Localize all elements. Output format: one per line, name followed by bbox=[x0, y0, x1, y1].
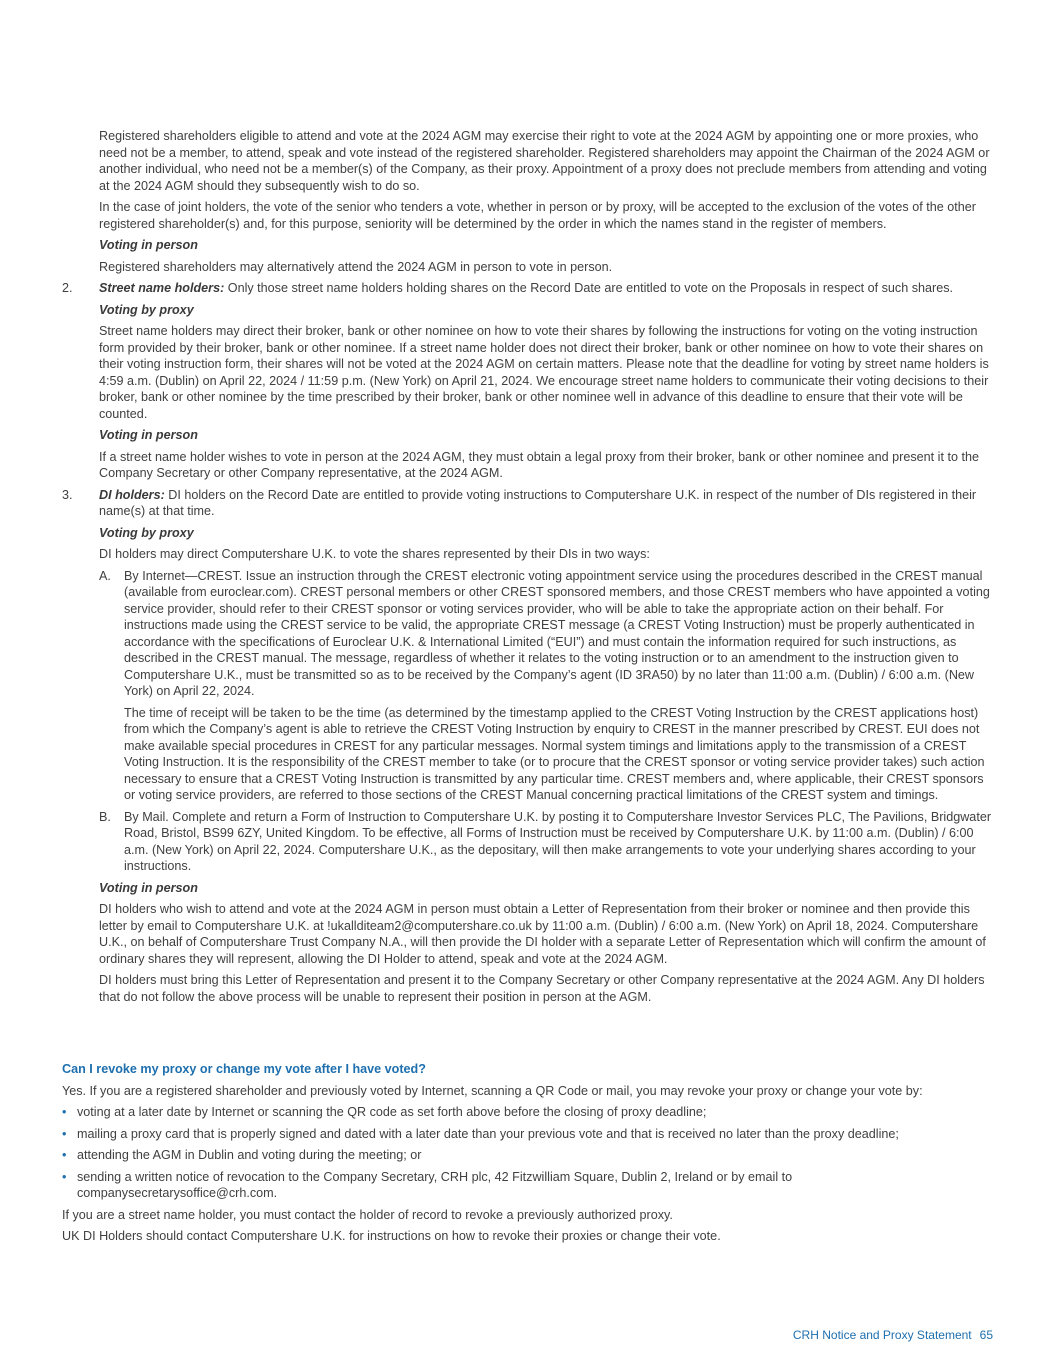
di-option-b bbox=[99, 809, 992, 875]
item-number: 2. bbox=[62, 281, 73, 295]
list-item: • voting at a later date by Internet or scanning the QR code as set forth above before the closing of proxy deadline; bbox=[62, 1105, 707, 1119]
di-voting-in-person-heading: Voting in person bbox=[99, 880, 198, 895]
di-voting-by-proxy-heading: Voting by proxy bbox=[99, 525, 194, 540]
di-voting-by-proxy-intro: DI holders may direct Computershare U.K. to vote the shares represented by their DIs in two ways: bbox=[99, 547, 650, 561]
street-voting-by-proxy-text: Street name holders may direct their broker, bank or other nominee on how to vote their shares by following the instructions for voting on the voting instruction form provided by their broker, bank or other nominee. If a street name holder does not direct their broker, bank or other nominee on how to vote their shares on their voting instruction form, their shares will not be voted at the 2024 AGM on certain matters. Please note that the deadline for voting by street name holders is 4:59 a.m. (Dublin) on April 22, 2024 / 11:59 p.m. (New York) on April 21, 2024. We encourage street name holders to communicate their voting decisions to their broker, bank or other nominee by the time prescribed by their broker, bank or other nominee well in advance of this deadline to ensure that their vote will be counted. bbox=[99, 324, 989, 421]
street-holder-revoke-text: If you are a street name holder, you must contact the holder of record to revoke a previously authorized proxy. bbox=[62, 1207, 673, 1222]
revoke-question-heading: Can I revoke my proxy or change my vote after I have voted? bbox=[62, 1062, 426, 1076]
di-option-a-continuation: The time of receipt will be taken to be the time (as determined by the timestamp applied to the CREST Voting Instruction by the CREST applications host) from which the Company’s agent is able to retrieve the CREST Voting Instruction by enquiry to CREST in the manner prescribed by CREST. EUI does not make available special procedures in CREST for any particular messages. Normal system timings and limitations apply to the transmission of a CREST Voting Instruction. It is the responsibility of the CREST member to take (or to procure that the CREST sponsor or voting service provider takes) such action necessary to ensure that a CREST Voting Instruction is transmitted by any particular time. CREST members and, where applicable, their CREST sponsors or voting service providers, are referred to those sections of the CREST Manual concerning practical limitations of the CREST system and timings. bbox=[124, 705, 985, 802]
option-letter: A. bbox=[99, 568, 111, 583]
footer-title: CRH Notice and Proxy Statement bbox=[792, 1328, 972, 1342]
uk-di-holder-revoke-text: UK DI Holders should contact Computershare U.K. for instructions on how to revoke their proxies or change their vote. bbox=[62, 1229, 721, 1243]
di-option-a-text: By Internet—CREST. Issue an instruction through the CREST electronic voting appointment service using the procedures described in the CREST manual (available from euroclear.com). CREST personal members or other CREST sponsored members, and those CREST members who have appointed a voting service provider, should refer to their CREST sponsor or voting services provider, who will be able to take the appropriate action on their behalf. For instructions made using the CREST service to be valid, the appropriate CREST message (a CREST Voting Instruction) must be properly authenticated in accordance with the specifications of Euroclear U.K. & International Limited (“EUI”) and must contain the information required for such instructions, as described in the CREST manual. The message, regardless of whether it relates to the voting instruction or to an amendment to the instruction given to Computershare U.K., must be transmitted so as to be received by the Company’s agent (ID 3RA50) by no later than 11:00 a.m. (Dublin) / 6:00 a.m. (New York) on April 22, 2024. bbox=[124, 568, 990, 698]
registered-holders-section bbox=[62, 128, 992, 1010]
street-name-holders-item bbox=[62, 280, 992, 297]
registered-voting-in-person-heading: Voting in person bbox=[99, 238, 198, 252]
page-number: 65 bbox=[979, 1328, 993, 1342]
joint-holders-paragraph: In the case of joint holders, the vote of the senior who tenders a vote, whether in person or by proxy, will be accepted to the exclusion of the votes of the other registered shareholder(s) and, for this purpose, seniority will be determined by the order in which the names stand in the register of members. bbox=[99, 200, 976, 231]
option-letter: B. bbox=[99, 809, 111, 824]
street-voting-by-proxy-heading: Voting by proxy bbox=[99, 302, 194, 317]
bullet-icon: • bbox=[62, 1105, 67, 1119]
di-voting-in-person-text-1: DI holders who wish to attend and vote at the 2024 AGM in person must obtain a Letter of Representation from their broker or nominee and then provide this letter by email to Computershare U.K. at !ukallditeam2@computershare.co.uk by 11:00 a.m. (Dublin) / 6:00 a.m. (New York) on April 18, 2024. Computershare U.K., on behalf of Computershare Trust Company N.A., will then provide the DI holder with a separate Letter of Representation which will confirm the amount of ordinary shares they will represent, allowing the DI Holder to attend, speak and vote at the 2024 AGM. bbox=[99, 902, 986, 966]
registered-voting-in-person-text: Registered shareholders may alternatively attend the 2024 AGM in person to vote in person. bbox=[99, 259, 613, 274]
street-voting-in-person-heading: Voting in person bbox=[99, 428, 198, 442]
di-option-a bbox=[99, 568, 992, 700]
street-name-holders-lead: Street name holders: bbox=[99, 281, 225, 295]
revoke-intro: Yes. If you are a registered shareholder and previously voted by Internet, scanning a QR Code or mail, you may revoke your proxy or change your vote by: bbox=[62, 1083, 923, 1098]
di-option-b-text: By Mail. Complete and return a Form of Instruction to Computershare U.K. by posting it to Computershare Investor Services PLC, The Pavilions, Bridgwater Road, Bristol, BS99 6ZY, United Kingdom. To be effective, all Forms of Instruction must be received by Computershare U.K. by 11:00 a.m. (Dublin) / 6:00 a.m. (New York) on April 22, 2024. Computershare U.K., as the depositary, will then make arrangements to vote your underlying shares according to your instructions. bbox=[124, 809, 992, 873]
bullet-icon: • bbox=[62, 1126, 67, 1141]
bullet-icon: • bbox=[62, 1148, 67, 1162]
street-name-holders-text: Only those street name holders holding shares on the Record Date are entitled to vote on the Proposals in respect of such shares. bbox=[224, 281, 954, 295]
di-holders-text: DI holders on the Record Date are entitled to provide voting instructions to Computershare U.K. in respect of the number of DIs registered in their name(s) at that time. bbox=[99, 487, 977, 518]
di-voting-in-person-text-2: DI holders must bring this Letter of Representation and present it to the Company Secretary or other Company representative at the 2024 AGM. Any DI holders that do not follow the above process will be unable to represent their position in person at the AGM. bbox=[99, 973, 985, 1004]
bullet-icon: • bbox=[62, 1169, 67, 1184]
di-holders-lead: DI holders: bbox=[99, 487, 165, 502]
item-number: 3. bbox=[62, 487, 73, 502]
list-item: • sending a written notice of revocation to the Company Secretary, CRH plc, 42 Fitzwilliam Square, Dublin 2, Ireland or by email to companysecretarysoffice@crh.com. bbox=[62, 1169, 793, 1200]
street-voting-in-person-text: If a street name holder wishes to vote in person at the 2024 AGM, they must obtain a legal proxy from their broker, bank or other nominee and present it to the Company Secretary or other Company representative, at the 2024 AGM. bbox=[99, 449, 979, 480]
registered-proxy-paragraph: Registered shareholders eligible to attend and vote at the 2024 AGM may exercise their right to vote at the 2024 AGM by appointing one or more proxies, who need not be a member, to attend, speak and vote instead of the registered shareholder. Registered shareholders may appoint the Chairman of the 2024 AGM or another individual, who need not be a member(s) of the Company, as their proxy. Appointment of a proxy does not preclude members from attending and voting at the 2024 AGM should they subsequently wish to do so. bbox=[99, 129, 990, 193]
list-item: • mailing a proxy card that is properly signed and dated with a later date than your previous vote and that is received no later than the proxy deadline; bbox=[62, 1126, 899, 1141]
list-item: • attending the AGM in Dublin and voting during the meeting; or bbox=[62, 1148, 422, 1162]
di-holders-item bbox=[62, 487, 992, 520]
page-footer bbox=[793, 1327, 993, 1344]
revoke-section bbox=[62, 1061, 992, 1250]
